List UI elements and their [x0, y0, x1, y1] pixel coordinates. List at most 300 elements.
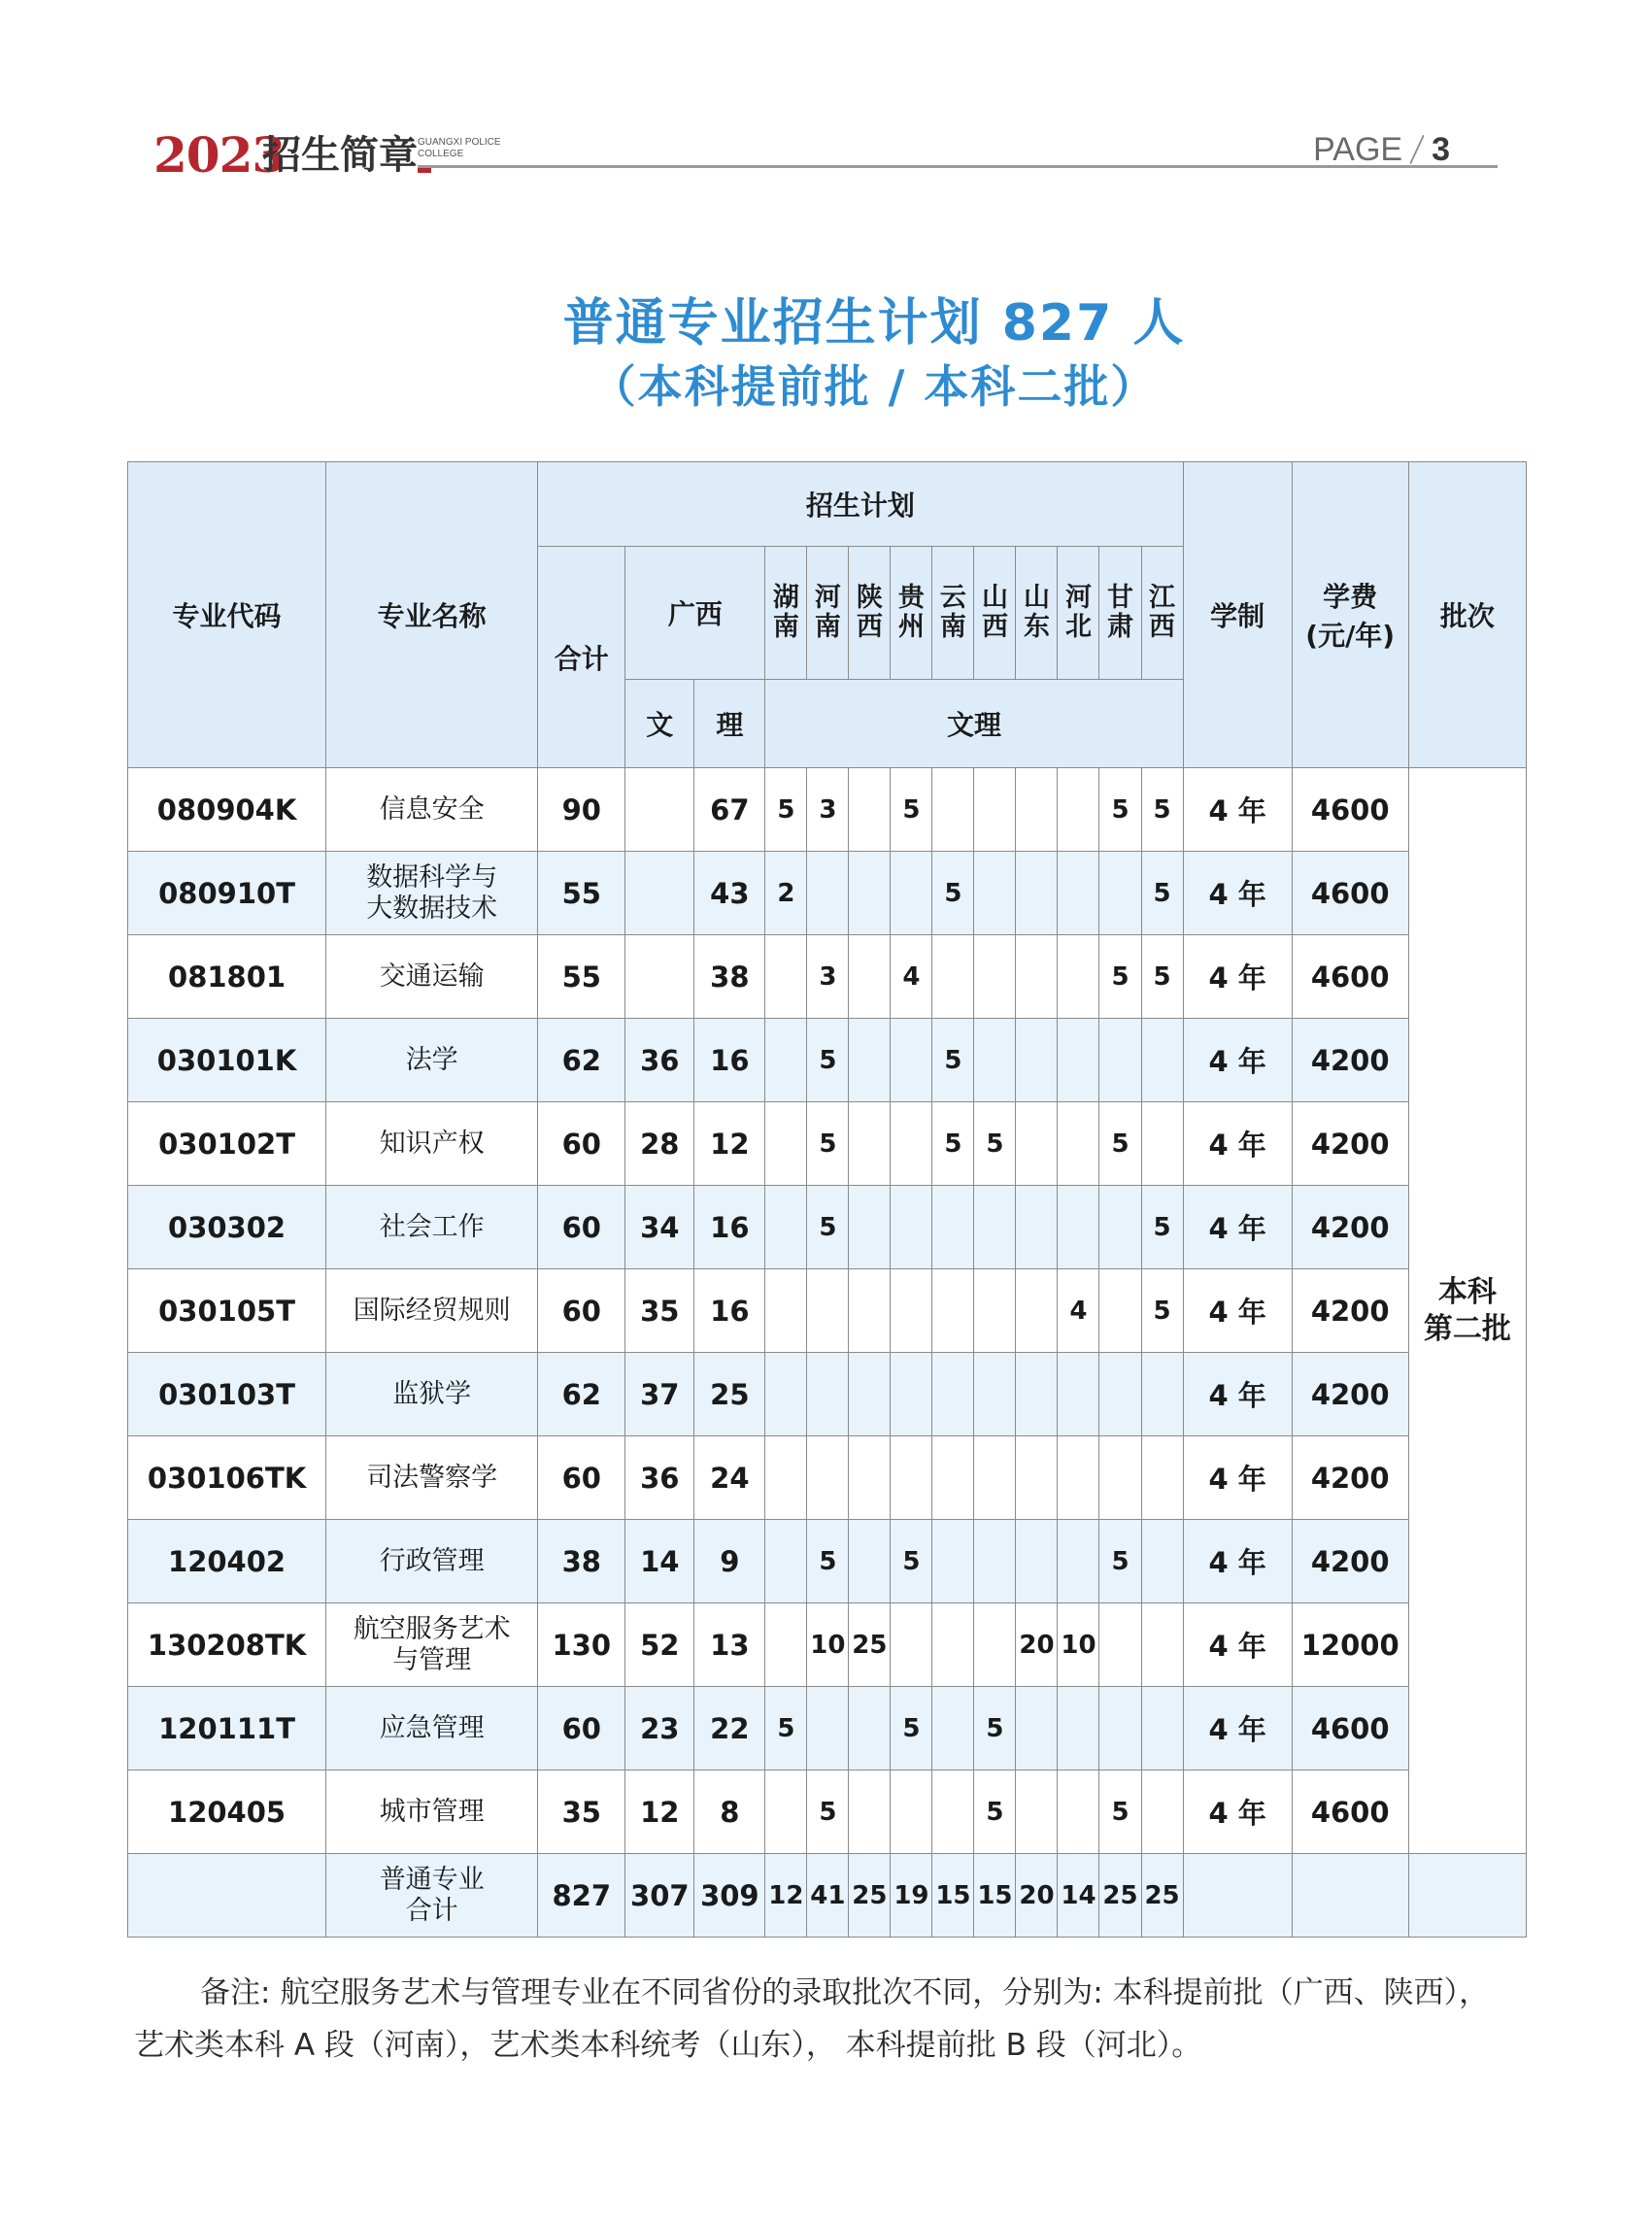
province-total-cell: 12 [765, 1854, 807, 1938]
province-count-cell [765, 1770, 807, 1854]
major-name-line: 监狱学 [392, 1378, 472, 1409]
province-count-cell: 5 [765, 768, 807, 852]
fee-cell: 4200 [1292, 1520, 1408, 1603]
table-row [128, 852, 1527, 935]
years-cell: 4 年 [1183, 852, 1292, 935]
province-count-cell: 5 [765, 1687, 807, 1770]
fee-cell: 4600 [1292, 1687, 1408, 1770]
province-count-cell: 5 [891, 768, 932, 852]
header-years: 学制 [1183, 462, 1292, 768]
guangxi-li-cell: 16 [694, 1186, 765, 1269]
province-count-cell [849, 1770, 891, 1854]
province-count-cell: 5 [891, 1687, 932, 1770]
header-title: 招生简章 [262, 133, 418, 178]
province-count-cell [1141, 1687, 1183, 1770]
header-province [807, 547, 849, 680]
major-name-line: 应急管理 [379, 1712, 485, 1743]
province-count-cell [807, 852, 849, 935]
major-name-line: 合计 [405, 1895, 458, 1926]
province-count-cell [1016, 1269, 1058, 1353]
total-cell: 62 [538, 1019, 625, 1102]
major-code-cell: 120405 [128, 1770, 326, 1854]
header-college-en [418, 137, 501, 160]
major-name-line: 与管理 [392, 1644, 472, 1675]
province-count-cell [765, 1102, 807, 1186]
province-name: 贵州 [897, 583, 925, 642]
table-total-row [128, 1854, 1527, 1938]
major-name-cell [326, 1770, 538, 1854]
table-row [128, 1603, 1527, 1687]
major-code-cell: 130208TK [128, 1603, 326, 1687]
province-count-cell [765, 1186, 807, 1269]
province-count-cell [891, 1770, 932, 1854]
major-name-cell [326, 1603, 538, 1687]
major-code-cell: 120111T [128, 1687, 326, 1770]
province-count-cell: 4 [1058, 1269, 1099, 1353]
province-total-cell: 20 [1016, 1854, 1058, 1938]
guangxi-wen-cell: 52 [625, 1603, 694, 1687]
province-count-cell [849, 1102, 891, 1186]
header-wenli: 文理 [765, 680, 1183, 768]
page-number: 3 [1432, 131, 1450, 168]
province-name: 云南 [939, 583, 966, 642]
major-name-cell [326, 1687, 538, 1770]
province-count-cell [932, 1269, 974, 1353]
footnote-line1: 备注: 航空服务艺术与管理专业在不同省份的录取批次不同，分别为: 本科提前批（广西、陕西）， [200, 1975, 1490, 2010]
guangxi-wen-cell: 35 [625, 1269, 694, 1353]
province-count-cell [1099, 852, 1141, 935]
major-name-line: 普通专业 [379, 1864, 485, 1895]
province-count-cell: 5 [1141, 768, 1183, 852]
total-cell: 55 [538, 935, 625, 1019]
province-total-cell: 19 [891, 1854, 932, 1938]
years-cell: 4 年 [1183, 1019, 1292, 1102]
years-cell: 4 年 [1183, 1603, 1292, 1687]
major-name-cell [326, 1186, 538, 1269]
major-name-cell [326, 1102, 538, 1186]
province-count-cell [1058, 1186, 1099, 1269]
province-count-cell: 5 [807, 1520, 849, 1603]
guangxi-li-cell: 22 [694, 1687, 765, 1770]
years-cell: 4 年 [1183, 1436, 1292, 1520]
province-count-cell [1058, 768, 1099, 852]
province-count-cell [1016, 1102, 1058, 1186]
guangxi-wen-cell [625, 768, 694, 852]
major-code-cell: 030106TK [128, 1436, 326, 1520]
province-count-cell: 5 [974, 1102, 1016, 1186]
table-row [128, 1770, 1527, 1854]
guangxi-wen-cell: 28 [625, 1102, 694, 1186]
province-count-cell [1016, 768, 1058, 852]
province-count-cell [1099, 1186, 1141, 1269]
province-count-cell [1016, 1520, 1058, 1603]
province-count-cell [807, 1436, 849, 1520]
table-row [128, 1520, 1527, 1603]
guangxi-wen-cell: 34 [625, 1186, 694, 1269]
province-name: 湖南 [772, 583, 799, 642]
province-count-cell [807, 1687, 849, 1770]
province-total-cell: 14 [1058, 1854, 1099, 1938]
province-count-cell [849, 1353, 891, 1436]
province-count-cell: 5 [932, 852, 974, 935]
province-total-cell: 25 [1099, 1854, 1141, 1938]
province-count-cell [849, 852, 891, 935]
province-count-cell [1099, 1269, 1141, 1353]
years-cell: 4 年 [1183, 768, 1292, 852]
header-name: 专业名称 [326, 462, 538, 768]
years-cell: 4 年 [1183, 1186, 1292, 1269]
header-province [932, 547, 974, 680]
years-cell: 4 年 [1183, 935, 1292, 1019]
province-count-cell [1141, 1102, 1183, 1186]
major-name-cell [326, 1520, 538, 1603]
major-name-cell [326, 852, 538, 935]
province-count-cell [974, 1603, 1016, 1687]
total-cell: 90 [538, 768, 625, 852]
province-count-cell [974, 852, 1016, 935]
province-count-cell [932, 1770, 974, 1854]
major-name-line: 司法警察学 [366, 1462, 498, 1493]
province-count-cell [974, 1019, 1016, 1102]
header-plan: 招生计划 [538, 462, 1183, 547]
province-count-cell: 5 [932, 1102, 974, 1186]
province-count-cell [891, 1186, 932, 1269]
page-subtitle: （本科提前批 / 本科二批） [590, 360, 1158, 413]
province-count-cell [1016, 852, 1058, 935]
header-province [1141, 547, 1183, 680]
total-row-years-cell [1183, 1854, 1292, 1938]
province-count-cell [849, 1520, 891, 1603]
total-cell: 55 [538, 852, 625, 935]
header-province [765, 547, 807, 680]
total-row-batch-cell [1408, 1854, 1526, 1938]
major-code-cell: 030105T [128, 1269, 326, 1353]
major-name-cell [326, 1019, 538, 1102]
footnote [134, 1967, 1533, 2072]
province-count-cell: 5 [1099, 1770, 1141, 1854]
total-row-code-cell [128, 1854, 326, 1938]
header-fee-label: 学费 [1323, 581, 1378, 613]
fee-cell: 4600 [1292, 1770, 1408, 1854]
guangxi-wen-cell [625, 935, 694, 1019]
guangxi-li-cell: 12 [694, 1102, 765, 1186]
province-count-cell [974, 935, 1016, 1019]
province-count-cell: 10 [807, 1603, 849, 1687]
province-count-cell [1016, 1436, 1058, 1520]
province-count-cell: 5 [1141, 1186, 1183, 1269]
province-count-cell [1099, 1019, 1141, 1102]
major-code-cell: 030102T [128, 1102, 326, 1186]
guangxi-li-cell: 24 [694, 1436, 765, 1520]
province-count-cell [765, 1353, 807, 1436]
province-count-cell [849, 935, 891, 1019]
province-count-cell [807, 1353, 849, 1436]
province-count-cell: 5 [891, 1520, 932, 1603]
province-count-cell [1058, 1520, 1099, 1603]
province-count-cell [932, 1687, 974, 1770]
province-count-cell [932, 1520, 974, 1603]
province-count-cell [932, 1186, 974, 1269]
province-count-cell: 10 [1058, 1603, 1099, 1687]
province-count-cell [1016, 1770, 1058, 1854]
province-count-cell [1141, 1520, 1183, 1603]
province-count-cell: 5 [1141, 852, 1183, 935]
header-college-en-line2: COLLEGE [418, 149, 464, 159]
province-count-cell [891, 1019, 932, 1102]
province-total-cell: 25 [849, 1854, 891, 1938]
province-count-cell: 5 [1099, 768, 1141, 852]
province-total-cell: 25 [1141, 1854, 1183, 1938]
major-name-cell [326, 1436, 538, 1520]
fee-cell: 4200 [1292, 1436, 1408, 1520]
major-name-line: 信息安全 [379, 793, 485, 825]
fee-cell: 4200 [1292, 1186, 1408, 1269]
fee-cell: 4600 [1292, 768, 1408, 852]
page-label: PAGE [1313, 131, 1403, 168]
table-row [128, 1019, 1527, 1102]
province-count-cell: 5 [1141, 935, 1183, 1019]
major-name-line: 数据科学与 [366, 861, 498, 893]
header-province [1099, 547, 1141, 680]
major-name-cell [326, 935, 538, 1019]
province-count-cell [1058, 935, 1099, 1019]
province-count-cell: 2 [765, 852, 807, 935]
table-row [128, 1687, 1527, 1770]
province-count-cell [849, 1436, 891, 1520]
guangxi-li-cell: 25 [694, 1353, 765, 1436]
province-count-cell [1058, 1436, 1099, 1520]
province-count-cell [1099, 1436, 1141, 1520]
province-count-cell: 5 [807, 1019, 849, 1102]
table-row [128, 768, 1527, 852]
province-name: 山西 [981, 583, 1008, 642]
total-cell: 60 [538, 1186, 625, 1269]
years-cell: 4 年 [1183, 1269, 1292, 1353]
province-count-cell: 5 [974, 1770, 1016, 1854]
province-count-cell [891, 1269, 932, 1353]
guangxi-wen-cell: 23 [625, 1687, 694, 1770]
province-count-cell [974, 1269, 1016, 1353]
page-header [153, 126, 1499, 185]
guangxi-li-cell: 8 [694, 1770, 765, 1854]
guangxi-li-cell: 13 [694, 1603, 765, 1687]
header-wen: 文 [625, 680, 694, 768]
province-count-cell [932, 768, 974, 852]
guangxi-wen-cell [625, 852, 694, 935]
table-row [128, 1102, 1527, 1186]
total-cell: 35 [538, 1770, 625, 1854]
province-count-cell [1058, 1019, 1099, 1102]
table-row [128, 935, 1527, 1019]
province-count-cell: 3 [807, 935, 849, 1019]
table-row [128, 1269, 1527, 1353]
fee-cell: 4200 [1292, 1019, 1408, 1102]
province-count-cell [1016, 1687, 1058, 1770]
province-count-cell [849, 1019, 891, 1102]
province-count-cell [807, 1269, 849, 1353]
header-batch: 批次 [1408, 462, 1526, 768]
total-cell: 62 [538, 1353, 625, 1436]
header-year: 2023 [153, 126, 286, 184]
province-count-cell [849, 1269, 891, 1353]
total-cell: 60 [538, 1269, 625, 1353]
header-fee-unit: (元/年) [1305, 620, 1396, 652]
major-code-cell: 080904K [128, 768, 326, 852]
page-indicator [1313, 126, 1450, 173]
province-count-cell: 5 [1099, 935, 1141, 1019]
major-code-cell: 080910T [128, 852, 326, 935]
table-row [128, 1186, 1527, 1269]
guangxi-li-cell: 43 [694, 852, 765, 935]
total-cell: 60 [538, 1102, 625, 1186]
province-count-cell [932, 1353, 974, 1436]
header-province [891, 547, 932, 680]
major-name-line: 航空服务艺术 [353, 1613, 511, 1644]
major-name-cell [326, 1854, 538, 1938]
years-cell: 4 年 [1183, 1687, 1292, 1770]
province-count-cell [1058, 1687, 1099, 1770]
enrollment-plan-table [127, 461, 1527, 1938]
major-name-line: 知识产权 [379, 1128, 485, 1159]
province-count-cell: 25 [849, 1603, 891, 1687]
fee-cell: 4200 [1292, 1353, 1408, 1436]
major-name-cell [326, 1353, 538, 1436]
province-count-cell: 5 [807, 1770, 849, 1854]
header-total: 合计 [538, 547, 625, 768]
province-count-cell: 5 [1099, 1520, 1141, 1603]
province-count-cell: 3 [807, 768, 849, 852]
province-count-cell [1016, 1186, 1058, 1269]
major-name-line: 法学 [405, 1044, 458, 1075]
years-cell: 4 年 [1183, 1770, 1292, 1854]
province-count-cell: 5 [932, 1019, 974, 1102]
province-count-cell [1058, 1770, 1099, 1854]
province-count-cell: 4 [891, 935, 932, 1019]
major-code-cell: 120402 [128, 1520, 326, 1603]
province-name: 河北 [1064, 583, 1092, 642]
province-count-cell: 5 [974, 1687, 1016, 1770]
province-count-cell [974, 768, 1016, 852]
header-accent [418, 168, 431, 173]
footnote-line2: 艺术类本科 A 段（河南），艺术类本科统考（山东）， 本科提前批 B 段（河北）。 [134, 2028, 1202, 2063]
province-count-cell [849, 768, 891, 852]
major-name-line: 国际经贸规则 [353, 1295, 511, 1326]
header-province [1058, 547, 1099, 680]
major-name-cell [326, 768, 538, 852]
table-row [128, 1353, 1527, 1436]
province-name: 江西 [1149, 583, 1176, 642]
province-count-cell [849, 1687, 891, 1770]
header-province [1016, 547, 1058, 680]
major-code-cell: 030103T [128, 1353, 326, 1436]
total-cell: 60 [538, 1436, 625, 1520]
years-cell: 4 年 [1183, 1520, 1292, 1603]
province-count-cell: 5 [1099, 1102, 1141, 1186]
province-count-cell [765, 1269, 807, 1353]
grand-li-cell: 309 [694, 1854, 765, 1938]
province-count-cell [891, 1603, 932, 1687]
fee-cell: 4600 [1292, 935, 1408, 1019]
province-count-cell [1099, 1603, 1141, 1687]
years-cell: 4 年 [1183, 1102, 1292, 1186]
province-count-cell [974, 1353, 1016, 1436]
province-count-cell [1016, 1019, 1058, 1102]
total-cell: 38 [538, 1520, 625, 1603]
major-name-line: 社会工作 [379, 1211, 485, 1242]
fee-cell: 4600 [1292, 852, 1408, 935]
major-name-cell [326, 1269, 538, 1353]
province-count-cell [1016, 1353, 1058, 1436]
guangxi-li-cell: 16 [694, 1019, 765, 1102]
page-slash-icon [1410, 135, 1424, 164]
header-province [849, 547, 891, 680]
province-count-cell [1099, 1353, 1141, 1436]
province-total-cell: 41 [807, 1854, 849, 1938]
province-count-cell [1141, 1353, 1183, 1436]
province-count-cell [765, 1019, 807, 1102]
province-count-cell [765, 1436, 807, 1520]
province-name: 甘肃 [1106, 583, 1133, 642]
batch-label-line: 第二批 [1423, 1311, 1511, 1346]
province-count-cell [1141, 1019, 1183, 1102]
province-count-cell: 5 [807, 1102, 849, 1186]
header-guangxi: 广西 [625, 547, 765, 680]
guangxi-wen-cell: 37 [625, 1353, 694, 1436]
province-count-cell [765, 935, 807, 1019]
province-count-cell [1058, 1102, 1099, 1186]
header-fee [1292, 462, 1408, 768]
header-college-en-line1: GUANGXI POLICE [418, 137, 501, 148]
header-li: 理 [694, 680, 765, 768]
grand-wen-cell: 307 [625, 1854, 694, 1938]
guangxi-wen-cell: 12 [625, 1770, 694, 1854]
province-total-cell: 15 [932, 1854, 974, 1938]
batch-label-line: 本科 [1437, 1274, 1497, 1309]
province-name: 陕西 [856, 583, 883, 642]
major-name-line: 行政管理 [379, 1545, 485, 1576]
province-count-cell [932, 1603, 974, 1687]
page-title: 普通专业招生计划 827 人 [562, 294, 1186, 353]
guangxi-li-cell: 38 [694, 935, 765, 1019]
fee-cell: 12000 [1292, 1603, 1408, 1687]
header-code: 专业代码 [128, 462, 326, 768]
province-count-cell [1141, 1436, 1183, 1520]
years-cell: 4 年 [1183, 1353, 1292, 1436]
major-name-line: 交通运输 [379, 961, 485, 992]
guangxi-wen-cell: 36 [625, 1436, 694, 1520]
table-row [128, 1436, 1527, 1520]
province-count-cell [1141, 1603, 1183, 1687]
province-count-cell [765, 1603, 807, 1687]
guangxi-li-cell: 67 [694, 768, 765, 852]
major-name-line: 城市管理 [379, 1796, 485, 1827]
province-count-cell [891, 1353, 932, 1436]
province-count-cell: 20 [1016, 1603, 1058, 1687]
major-code-cell: 030302 [128, 1186, 326, 1269]
province-count-cell [1058, 852, 1099, 935]
province-count-cell [1099, 1687, 1141, 1770]
guangxi-wen-cell: 36 [625, 1019, 694, 1102]
province-total-cell: 15 [974, 1854, 1016, 1938]
province-count-cell: 5 [1141, 1269, 1183, 1353]
province-count-cell [974, 1520, 1016, 1603]
province-count-cell [765, 1520, 807, 1603]
fee-cell: 4200 [1292, 1269, 1408, 1353]
guangxi-wen-cell: 14 [625, 1520, 694, 1603]
province-name: 山东 [1023, 583, 1050, 642]
province-count-cell [1016, 935, 1058, 1019]
total-cell: 130 [538, 1603, 625, 1687]
